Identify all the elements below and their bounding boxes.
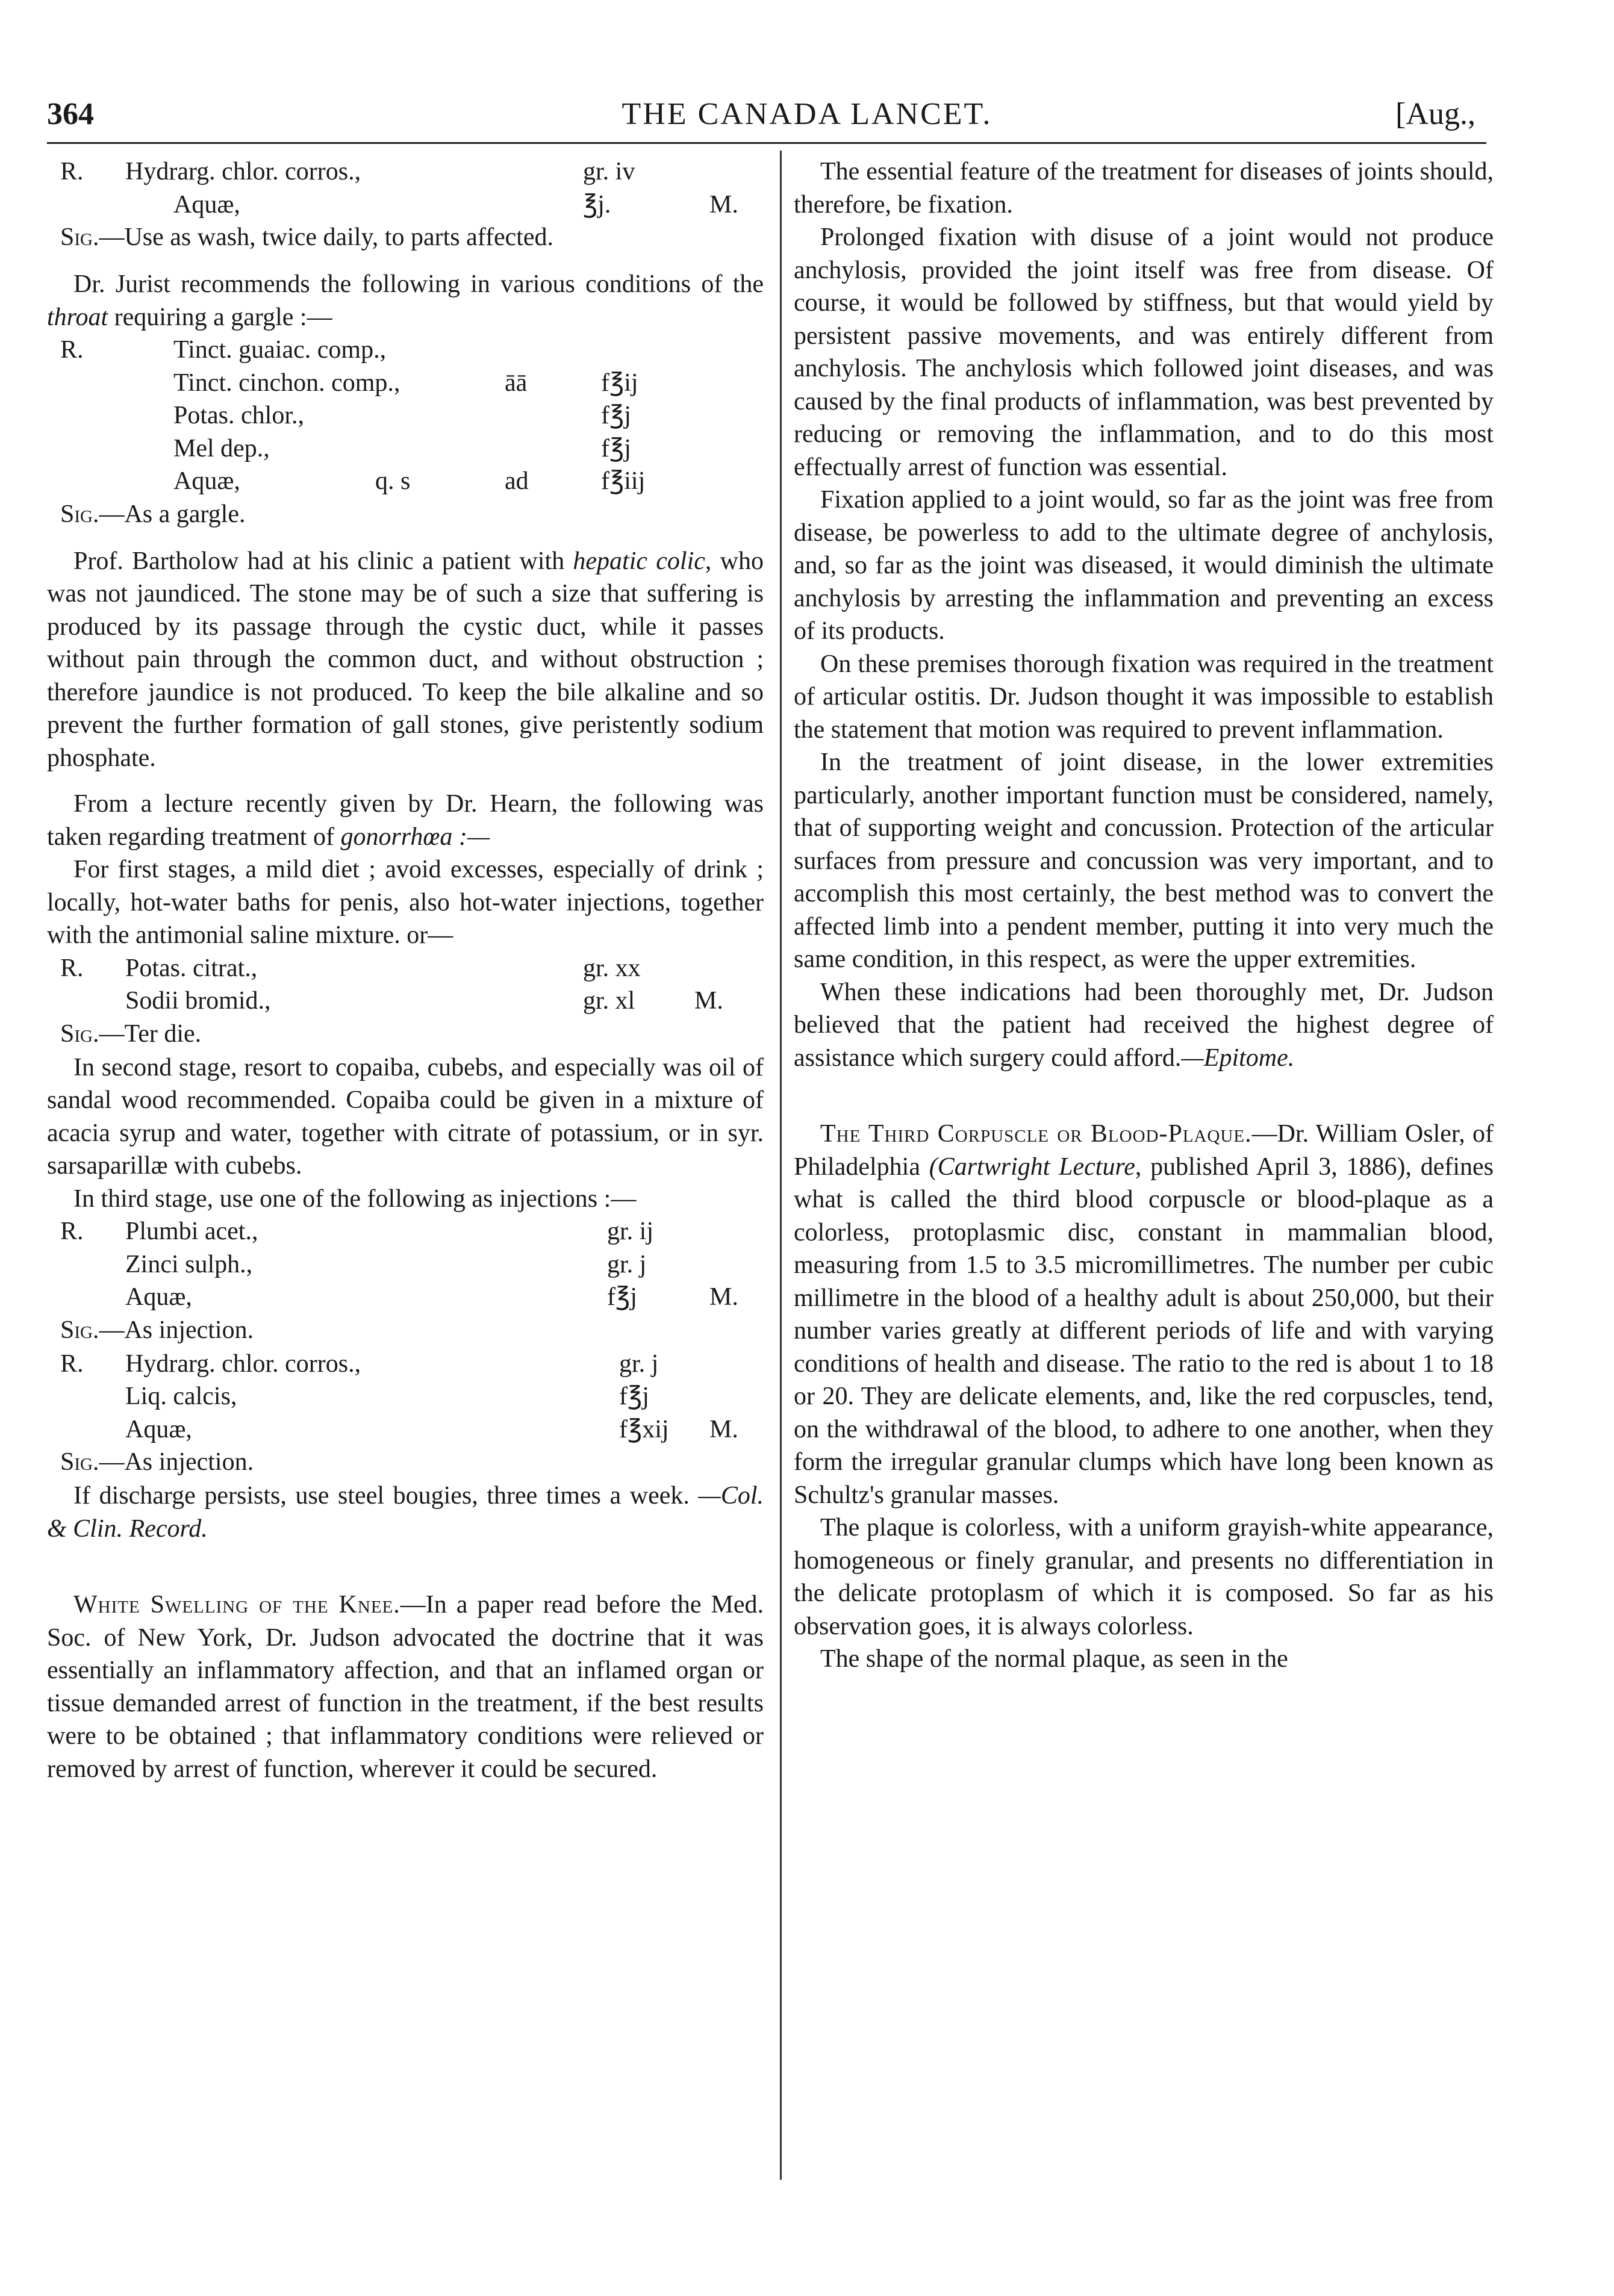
rx-amount: f℥j	[601, 402, 631, 429]
rx-line	[47, 432, 764, 465]
rx-signa: Sig.—As a gargle.	[60, 500, 246, 528]
rx-misce: M.	[709, 1415, 738, 1443]
rx-amount: f℥ij	[601, 369, 638, 397]
rx-amount: f℥xij	[619, 1415, 669, 1443]
rx-misce: M.	[709, 1283, 738, 1311]
header-rule	[47, 142, 1486, 144]
rx-signa: Sig.—As injection.	[60, 1316, 254, 1344]
paragraph-jurist: Dr. Jurist recommends the following in various conditions of the throat requiring a gargle :—	[47, 270, 764, 331]
rx-symbol: R.	[60, 1349, 84, 1378]
paragraph-premises: On these premises thorough fixation was required in the treatment of articular ostitis. Dr. Judson thought it was impossible to establish the statement that motion was required to prevent inflammation.	[794, 650, 1494, 744]
prescription-first-stage	[47, 952, 764, 1018]
rx-drug: Plumbi acet.,	[125, 1218, 258, 1245]
rx-line	[47, 1413, 764, 1446]
paragraph-indications: When these indications had been thoroughly met, Dr. Judson believed that the patient had received the highest degree of assistance which surgery could afford.—Epitome.	[794, 978, 1494, 1072]
article-white-swelling: White Swelling of the Knee.—In a paper read before the Med. Soc. of New York, Dr. Judson advocated the doctrine that it was essentially an inflammatory affection, and that an inflamed organ or tissue demanded arrest of function in the treatment, if the best results were to be obtained ; that inflammatory conditions were relieved or removed by arrest of function, wherever it could be secured.	[47, 1591, 764, 1783]
rx-drug: Hydrarg. chlor. corros.,	[125, 1349, 361, 1378]
section-heading: The Third Corpuscle or Blood-Plaque.	[820, 1120, 1252, 1148]
column-divider	[780, 151, 782, 2180]
rx-misce: M.	[709, 190, 738, 219]
rx-line	[47, 1380, 764, 1413]
rx-mid: āā	[505, 369, 528, 397]
rx-symbol: R.	[60, 954, 84, 982]
rx-signa: Sig.—As injection.	[60, 1448, 254, 1476]
rx-misce: M.	[694, 987, 723, 1015]
paragraph-second-stage: In second stage, resort to copaiba, cubebs, and especially was oil of sandal wood recommended. Copaiba could be given in a mixture of acacia syrup and water, together with citrate of potassium, or in syr. sarsaparillæ with cubebs.	[47, 1053, 764, 1180]
rx-amount: ℥j.	[583, 190, 611, 219]
journal-title: THE CANADA LANCET.	[622, 97, 992, 131]
rx-drug: Tinct. guaiac. comp.,	[173, 336, 387, 364]
rx-amount: gr. j	[619, 1349, 659, 1378]
right-column	[794, 155, 1494, 1676]
rx-line	[47, 1215, 764, 1248]
paragraph-lower-extremities: In the treatment of joint disease, in the lower extremities particularly, another important function must be considered, namely, that of supporting weight and concussion. Protection of the articular surfaces from pressure and concussion was very important, and to accomplish this most certainly, the best method was to convert the affected limb into a pendent member, putting it into very much the same condition, in this respect, as were the upper extremities.	[794, 748, 1494, 973]
rx-line	[47, 1281, 764, 1314]
source-citation: —Epitome.	[1181, 1044, 1295, 1072]
paragraph-prolonged-fixation: Prolonged fixation with disuse of a joint would not produce anchylosis, provided the joint itself was free from disease. Of course, it would be followed by stiffness, but that would yield by persistent passive movements, and was entirely different from anchylosis. The anchylosis which followed joint diseases, and was caused by the final products of inflammation, was best prevented by reducing or removing the inflammation, and to do this most effectually arrest of function was essential.	[794, 223, 1494, 481]
article-blood-plaque: The Third Corpuscle or Blood-Plaque.—Dr. William Osler, of Philadelphia (Cartwright Lecture, published April 3, 1886), defines what is called the third blood corpuscle or blood-plaque as a colorless, protoplasmic disc, constant in mammalian blood, measuring from 1.5 to 3.5 micromillimetres. The number per cubic millimetre in the blood of a healthy adult is about 250,000, but their number varies greatly at different periods of life and with varying conditions of health and disease. The ratio to the red is about 1 to 18 or 20. They are delicate elements, and, like the red corpuscles, tend, on the withdrawal of the blood, to adhere to one another, when they form the irregular granular clumps which have long been known as Schultz's granular masses.	[794, 1120, 1494, 1509]
paragraph-first-stage: For first stages, a mild diet ; avoid excesses, especially of drink ; locally, hot-water baths for penis, also hot-water injections, together with the antimonial saline mixture. or—	[47, 856, 764, 949]
prescription-gargle	[47, 334, 764, 498]
rx-drug: Mel dep.,	[173, 434, 270, 462]
rx-signa: Sig.—Use as wash, twice daily, to parts affected.	[60, 223, 554, 251]
rx-amount: f℥j	[601, 434, 631, 462]
rx-drug: Aquæ,	[125, 1283, 192, 1311]
rx-line	[47, 367, 764, 400]
rx-drug: Zinci sulph.,	[125, 1250, 253, 1278]
rx-drug: Sodii bromid.,	[125, 987, 271, 1015]
paragraph-bartholow: Prof. Bartholow had at his clinic a patient with hepatic colic, who was not jaundiced. The stone may be of such a size that suffering is produced by its passage through the cystic duct, while it passes without pain through the common duct, and without obstruction ; therefore jaundice is not produced. To keep the bile alkaline and so prevent the further formation of gall stones, give peristently sodium phosphate.	[47, 547, 764, 772]
paragraph-fixation-applied: Fixation applied to a joint would, so far as the joint was free from disease, be powerless to add to the ultimate degree of anchylosis, and, so far as the joint was diseased, it would diminish the ultimate anchylosis by arresting the inflammation and preventing an excess of its products.	[794, 486, 1494, 645]
rx-symbol: R.	[60, 158, 84, 185]
rx-drug: Aquæ,	[125, 1415, 192, 1443]
rx-amount: f℥iij	[601, 467, 646, 495]
rx-amount: gr. xl	[583, 987, 635, 1015]
rx-drug: Hydrarg. chlor. corros.,	[125, 158, 361, 185]
rx-drug: Aquæ,	[173, 467, 240, 495]
rx-line	[47, 155, 764, 188]
rx-drug: Tinct. cinchon. comp.,	[173, 369, 400, 397]
rx-line	[47, 1248, 764, 1281]
page-header	[0, 96, 1614, 138]
paragraph-plaque-color: The plaque is colorless, with a uniform grayish-white appearance, homogeneous or finely granular, and presents no differentiation in the delicate protoplasm of which it is composed. So far as his observation goes, it is always colorless.	[794, 1514, 1494, 1640]
rx-symbol: R.	[60, 1218, 84, 1245]
rx-signa: Sig.—Ter die.	[60, 1019, 202, 1048]
rx-line	[47, 465, 764, 498]
rx-line	[47, 1348, 764, 1381]
rx-qs: q. s	[375, 467, 411, 495]
rx-drug: Potas. chlor.,	[173, 402, 304, 429]
paragraph-third-stage: In third stage, use one of the following as injections :—	[73, 1184, 637, 1213]
rx-line	[47, 399, 764, 432]
prescription-wash	[47, 155, 764, 221]
rx-drug: Aquæ,	[173, 190, 240, 219]
section-heading: White Swelling of the Knee.	[73, 1591, 400, 1619]
rx-line	[47, 985, 764, 1018]
rx-symbol: R.	[60, 336, 84, 364]
rx-amount: gr. xx	[583, 954, 641, 982]
source-citation: —Col. & Clin. Record.	[47, 1482, 764, 1543]
issue-month: [Aug.,	[1395, 97, 1475, 131]
citation: (Cartwright Lecture	[929, 1153, 1135, 1181]
rx-amount: gr. j	[607, 1250, 647, 1278]
paragraph-plaque-shape: The shape of the normal plaque, as seen in the	[820, 1645, 1288, 1673]
rx-mid: ad	[505, 467, 529, 495]
paragraph-discharge: If discharge persists, use steel bougies, three times a week. —Col. & Clin. Record.	[47, 1482, 764, 1543]
left-column	[47, 155, 764, 1785]
rx-line	[47, 334, 764, 367]
rx-amount: gr. iv	[583, 158, 635, 185]
rx-drug: Liq. calcis,	[125, 1383, 237, 1410]
paragraph-fixation: The essential feature of the treatment for diseases of joints should, therefore, be fixation.	[794, 158, 1494, 219]
rx-drug: Potas. citrat.,	[125, 954, 258, 982]
paragraph-hearn: From a lecture recently given by Dr. Hearn, the following was taken regarding treatment of gonorrhœa :—	[47, 790, 764, 851]
page-number: 364	[47, 97, 94, 131]
rx-amount: f℥j	[607, 1283, 637, 1311]
rx-amount: f℥j	[619, 1383, 649, 1410]
prescription-injection-2	[47, 1348, 764, 1446]
rx-line	[47, 188, 764, 222]
rx-amount: gr. ij	[607, 1218, 654, 1245]
prescription-injection-1	[47, 1215, 764, 1314]
rx-line	[47, 952, 764, 985]
